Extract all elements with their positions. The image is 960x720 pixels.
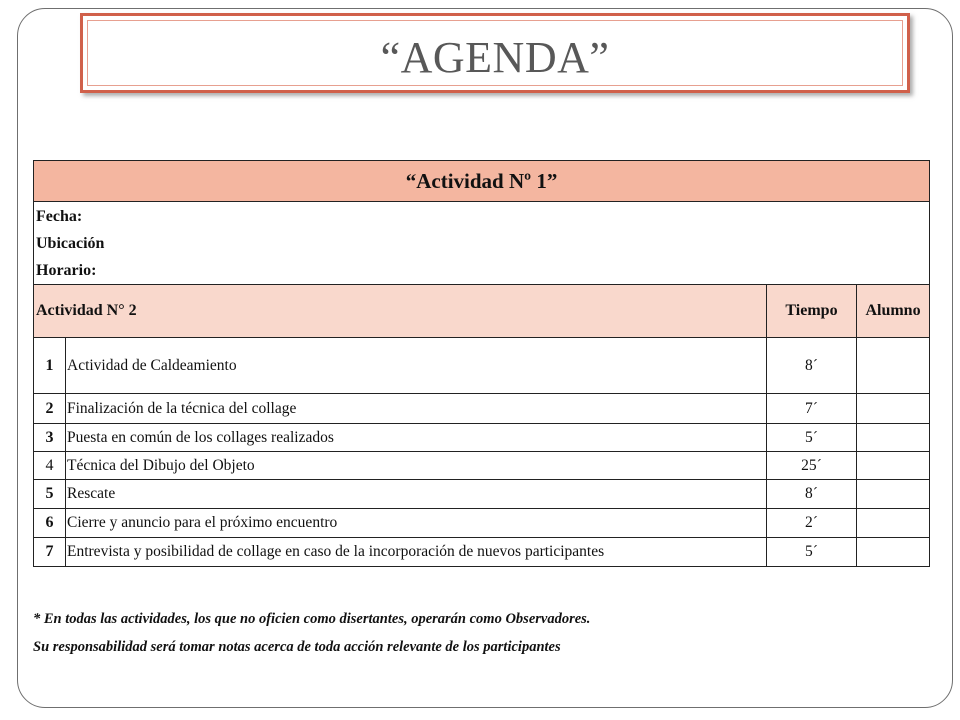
sub-header-row xyxy=(34,285,930,338)
title-box xyxy=(80,13,910,93)
fecha-label: Fecha: xyxy=(36,207,83,225)
row-time: 8´ xyxy=(767,338,857,394)
row-student xyxy=(857,480,930,509)
table-row xyxy=(34,338,930,394)
table-row xyxy=(34,538,930,567)
row-number: 5 xyxy=(34,480,66,509)
row-student xyxy=(857,424,930,452)
row-student xyxy=(857,338,930,394)
row-student xyxy=(857,538,930,567)
agenda-table xyxy=(33,160,930,567)
footnote-observers: * En todas las actividades, los que no oficien como disertantes, operarán como Observadores. xyxy=(33,611,591,627)
table-row xyxy=(34,424,930,452)
table-row xyxy=(34,480,930,509)
horario-label: Horario: xyxy=(36,261,97,279)
row-time: 5´ xyxy=(767,424,857,452)
row-description: Actividad de Caldeamiento xyxy=(66,338,767,394)
row-description: Finalización de la técnica del collage xyxy=(66,394,767,424)
row-description: Técnica del Dibujo del Objeto xyxy=(66,452,767,480)
table-row xyxy=(34,394,930,424)
info-cell xyxy=(34,202,930,285)
row-number: 7 xyxy=(34,538,66,567)
row-number: 2 xyxy=(34,394,66,424)
row-time: 25´ xyxy=(767,452,857,480)
sub-header-title: Actividad N° 2 xyxy=(34,285,767,338)
row-student xyxy=(857,509,930,538)
row-time: 8´ xyxy=(767,480,857,509)
row-description: Rescate xyxy=(66,480,767,509)
col-header-time: Tiempo xyxy=(767,285,857,338)
row-time: 2´ xyxy=(767,509,857,538)
row-time: 7´ xyxy=(767,394,857,424)
footnote-responsibility: Su responsabilidad será tomar notas acerca de toda acción relevante de los participantes xyxy=(33,639,561,655)
row-student xyxy=(857,452,930,480)
ubicacion-label: Ubicación xyxy=(36,234,105,252)
row-number: 3 xyxy=(34,424,66,452)
page-title: “AGENDA” xyxy=(380,33,610,82)
row-description: Puesta en común de los collages realizados xyxy=(66,424,767,452)
table-header: “Actividad Nº 1” xyxy=(34,161,930,202)
table-row xyxy=(34,452,930,480)
table-row xyxy=(34,509,930,538)
row-number: 1 xyxy=(34,338,66,394)
row-number: 6 xyxy=(34,509,66,538)
row-description: Cierre y anuncio para el próximo encuentro xyxy=(66,509,767,538)
row-time: 5´ xyxy=(767,538,857,567)
row-number: 4 xyxy=(34,452,66,480)
col-header-student: Alumno xyxy=(857,285,930,338)
row-description: Entrevista y posibilidad de collage en caso de la incorporación de nuevos participantes xyxy=(66,538,767,567)
row-student xyxy=(857,394,930,424)
